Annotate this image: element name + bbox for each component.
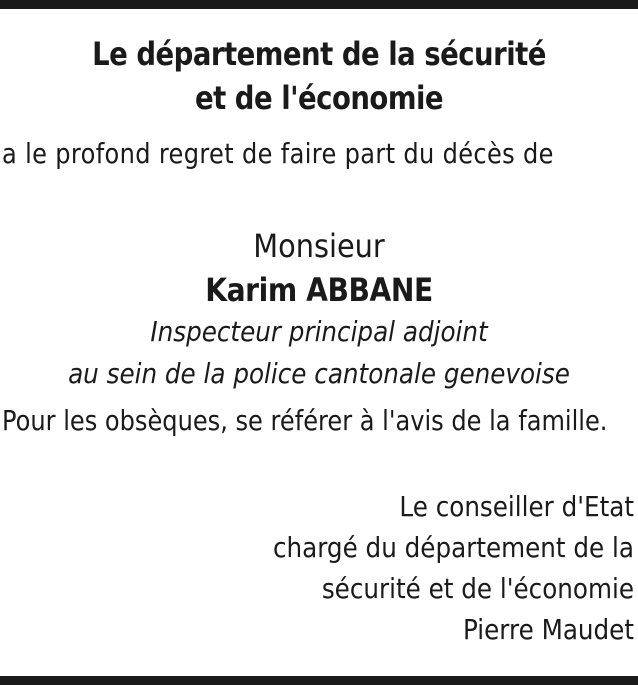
role-line-2: au sein de la police cantonale genevoise: [68, 357, 570, 390]
signatory-name: Pierre Maudet: [462, 613, 634, 646]
heading-line-1: Le département de la sécurité: [92, 35, 546, 73]
signature-title: Le conseiller d'Etat: [399, 490, 634, 523]
deceased-name: Karim ABBANE: [205, 271, 433, 309]
signature-block: [0, 486, 634, 650]
signature-department-line-2: sécurité et de l'économie: [321, 572, 634, 605]
announcement-text: a le profond regret de faire part du décès de: [2, 137, 554, 170]
signature-department-line-1: chargé du département de la: [272, 531, 634, 564]
role-line-1: Inspecteur principal adjoint: [150, 315, 488, 348]
top-rule: [0, 0, 638, 9]
heading-line-2: et de l'économie: [194, 79, 444, 117]
honorific: Monsieur: [253, 227, 385, 265]
funeral-text: Pour les obsèques, se référer à l'avis de la famille.: [2, 404, 608, 437]
bottom-rule: [0, 676, 638, 685]
